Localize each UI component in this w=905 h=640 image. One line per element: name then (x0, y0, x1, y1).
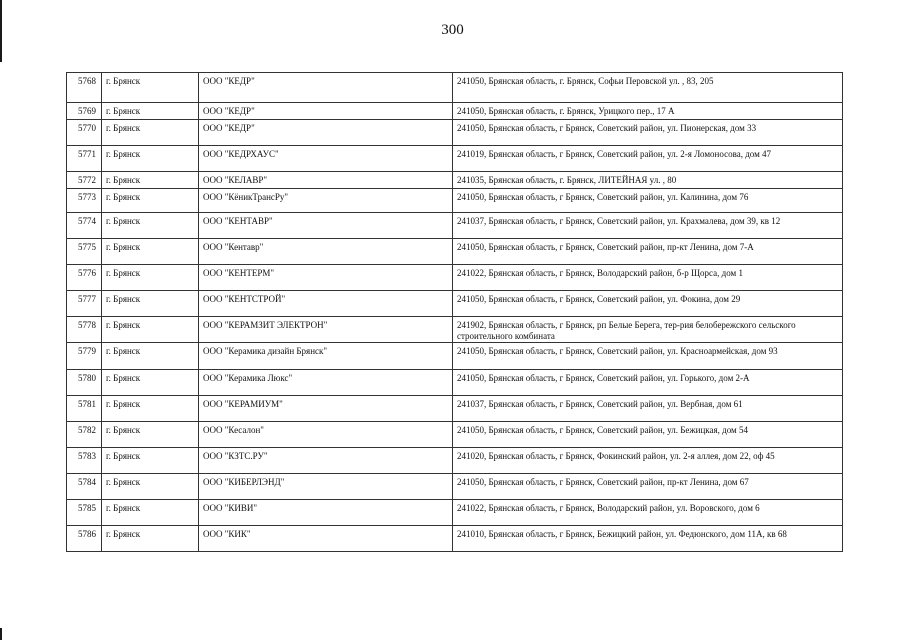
row-number-cell: 5770 (67, 120, 102, 146)
address-cell: 241022, Брянская область, г Брянск, Володарский район, ул. Воровского, дом 6 (453, 500, 843, 526)
table-row (67, 213, 843, 239)
organization-cell: ООО "КЗТС.РУ" (199, 448, 453, 474)
address-cell: 241050, Брянская область, г Брянск, Советский район, ул. Калинина, дом 76 (453, 189, 843, 213)
table-row (67, 448, 843, 474)
organization-cell: ООО "КЕЛАВР" (199, 172, 453, 189)
address-cell: 241902, Брянская область, г Брянск, рп Белые Берега, тер-рия белобережского сельского строительного комбината (453, 317, 843, 343)
row-number-cell: 5774 (67, 213, 102, 239)
organization-cell: ООО "КЕДР" (199, 103, 453, 120)
address-cell: 241050, Брянская область, г Брянск, Советский район, ул. Пионерская, дом 33 (453, 120, 843, 146)
city-cell: г. Брянск (102, 448, 199, 474)
address-cell: 241050, Брянская область, г. Брянск, Софьи Перовской ул. , 83, 205 (453, 73, 843, 103)
row-number-cell: 5779 (67, 343, 102, 370)
address-cell: 241022, Брянская область, г Брянск, Володарский район, б-р Щорса, дом 1 (453, 265, 843, 291)
row-number-cell: 5784 (67, 474, 102, 500)
city-cell: г. Брянск (102, 526, 199, 552)
organization-cell: ООО "КЕНТЕРМ" (199, 265, 453, 291)
city-cell: г. Брянск (102, 239, 199, 265)
city-cell: г. Брянск (102, 396, 199, 422)
address-cell: 241050, Брянская область, г Брянск, Советский район, пр-кт Ленина, дом 7-А (453, 239, 843, 265)
address-cell: 241010, Брянская область, г Брянск, Бежицкий район, ул. Федюнского, дом 11А, кв 68 (453, 526, 843, 552)
city-cell: г. Брянск (102, 317, 199, 343)
row-number-cell: 5782 (67, 422, 102, 448)
address-cell: 241020, Брянская область, г Брянск, Фокинский район, ул. 2-я аллея, дом 22, оф 45 (453, 448, 843, 474)
address-cell: 241050, Брянская область, г Брянск, Советский район, ул. Горького, дом 2-А (453, 370, 843, 396)
table-row (67, 343, 843, 370)
registry-table (66, 72, 843, 552)
table-row (67, 239, 843, 265)
page-number: 300 (441, 22, 464, 38)
organization-cell: ООО "КИВИ" (199, 500, 453, 526)
table-row (67, 370, 843, 396)
city-cell: г. Брянск (102, 474, 199, 500)
address-cell: 241050, Брянская область, г. Брянск, Урицкого пер., 17 А (453, 103, 843, 120)
organization-cell: ООО "КЕДР" (199, 73, 453, 103)
scan-edge-line (0, 628, 2, 640)
organization-cell: ООО "Керамика Люкс" (199, 370, 453, 396)
organization-cell: ООО "Кесалон" (199, 422, 453, 448)
city-cell: г. Брянск (102, 291, 199, 317)
row-number-cell: 5771 (67, 146, 102, 172)
table-row (67, 103, 843, 120)
row-number-cell: 5778 (67, 317, 102, 343)
row-number-cell: 5773 (67, 189, 102, 213)
row-number-cell: 5783 (67, 448, 102, 474)
city-cell: г. Брянск (102, 120, 199, 146)
city-cell: г. Брянск (102, 370, 199, 396)
row-number-cell: 5780 (67, 370, 102, 396)
table-row (67, 396, 843, 422)
organization-cell: ООО "Кентавр" (199, 239, 453, 265)
row-number-cell: 5781 (67, 396, 102, 422)
city-cell: г. Брянск (102, 213, 199, 239)
address-cell: 241037, Брянская область, г Брянск, Советский район, ул. Вербная, дом 61 (453, 396, 843, 422)
organization-cell: ООО "КИК" (199, 526, 453, 552)
organization-cell: ООО "КЕДР" (199, 120, 453, 146)
table-row (67, 120, 843, 146)
city-cell: г. Брянск (102, 103, 199, 120)
organization-cell: ООО "КЕНТАВР" (199, 213, 453, 239)
city-cell: г. Брянск (102, 73, 199, 103)
city-cell: г. Брянск (102, 172, 199, 189)
row-number-cell: 5768 (67, 73, 102, 103)
city-cell: г. Брянск (102, 343, 199, 370)
row-number-cell: 5775 (67, 239, 102, 265)
address-cell: 241050, Брянская область, г Брянск, Советский район, ул. Красноармейская, дом 93 (453, 343, 843, 370)
table-row (67, 189, 843, 213)
address-cell: 241050, Брянская область, г Брянск, Советский район, пр-кт Ленина, дом 67 (453, 474, 843, 500)
organization-cell: ООО "КЕРАМИУМ" (199, 396, 453, 422)
address-cell: 241050, Брянская область, г Брянск, Советский район, ул. Бежицкая, дом 54 (453, 422, 843, 448)
organization-cell: ООО "КЕДРХАУС" (199, 146, 453, 172)
table-row (67, 500, 843, 526)
city-cell: г. Брянск (102, 500, 199, 526)
row-number-cell: 5786 (67, 526, 102, 552)
registry-table-body (67, 73, 843, 552)
table-row (67, 265, 843, 291)
table-row (67, 317, 843, 343)
city-cell: г. Брянск (102, 146, 199, 172)
address-cell: 241019, Брянская область, г Брянск, Советский район, ул. 2-я Ломоносова, дом 47 (453, 146, 843, 172)
organization-cell: ООО "КёникТрансРу" (199, 189, 453, 213)
table-row (67, 146, 843, 172)
organization-cell: ООО "КИБЕРЛЭНД" (199, 474, 453, 500)
row-number-cell: 5769 (67, 103, 102, 120)
row-number-cell: 5785 (67, 500, 102, 526)
table-row (67, 291, 843, 317)
organization-cell: ООО "Керамика дизайн Брянск" (199, 343, 453, 370)
row-number-cell: 5776 (67, 265, 102, 291)
row-number-cell: 5772 (67, 172, 102, 189)
table-row (67, 172, 843, 189)
table-row (67, 73, 843, 103)
address-cell: 241037, Брянская область, г Брянск, Советский район, ул. Крахмалева, дом 39, кв 12 (453, 213, 843, 239)
address-cell: 241035, Брянская область, г. Брянск, ЛИТЕЙНАЯ ул. , 80 (453, 172, 843, 189)
organization-cell: ООО "КЕНТСТРОЙ" (199, 291, 453, 317)
table-row (67, 526, 843, 552)
table-row (67, 422, 843, 448)
city-cell: г. Брянск (102, 265, 199, 291)
organization-cell: ООО "КЕРАМЗИТ ЭЛЕКТРОН" (199, 317, 453, 343)
city-cell: г. Брянск (102, 422, 199, 448)
city-cell: г. Брянск (102, 189, 199, 213)
row-number-cell: 5777 (67, 291, 102, 317)
table-row (67, 474, 843, 500)
address-cell: 241050, Брянская область, г Брянск, Советский район, ул. Фокина, дом 29 (453, 291, 843, 317)
